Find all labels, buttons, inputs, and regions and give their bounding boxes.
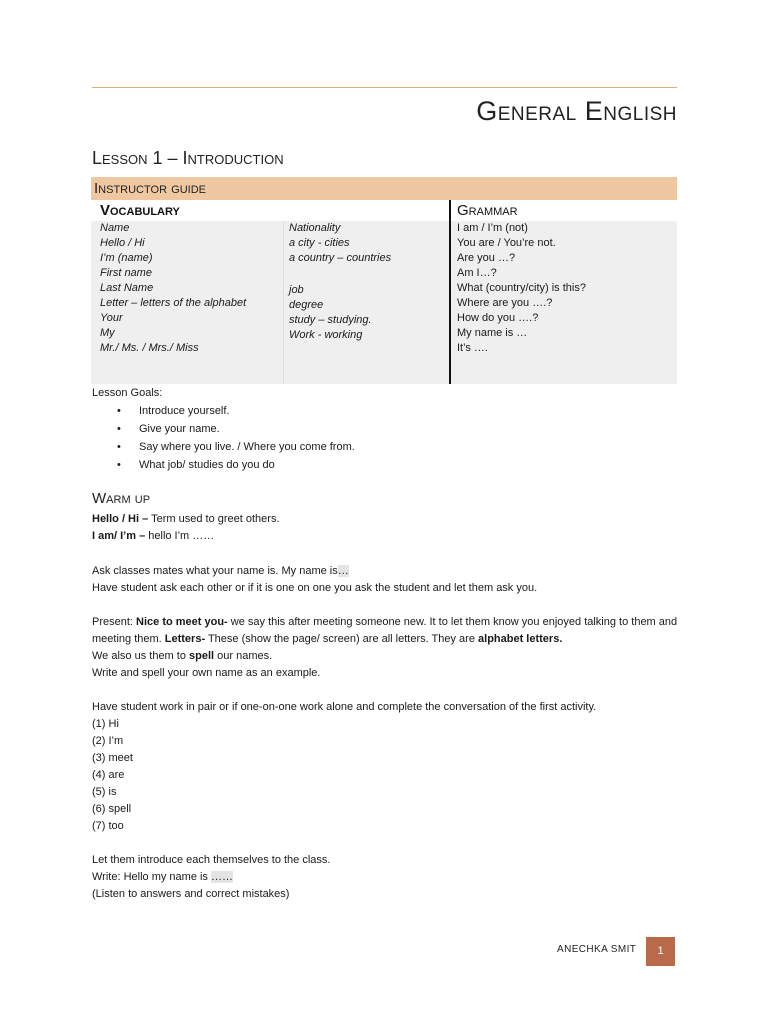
lesson-goals: [92, 384, 355, 474]
grammar-item: It’s ….: [457, 342, 488, 354]
vocabulary-heading: Vocabulary: [100, 202, 180, 219]
grammar-item: Are you …?: [457, 252, 516, 264]
page-number: 1: [646, 937, 675, 966]
grammar-item: Where are you ….?: [457, 297, 553, 309]
spell-text-2: our names.: [214, 650, 273, 662]
write-text: Write: Hello my name is: [92, 871, 211, 883]
hello-term: Hello / Hi –: [92, 513, 149, 525]
footer-author: ANECHKA SMIT: [557, 944, 637, 955]
vocabulary-grammar-table: [91, 200, 677, 384]
vocab-item: Your: [100, 312, 123, 324]
vocab-item: a country – countries: [289, 252, 392, 264]
iam-definition: [92, 528, 682, 545]
lesson-goal-text: Say where you live. / Where you come from.: [139, 441, 355, 453]
iam-term: I am/ I’m –: [92, 530, 146, 542]
document-title: General English: [476, 96, 677, 126]
vocab-item: a city - cities: [289, 237, 350, 249]
ask-text: Ask classes mates what your name is. My name is: [92, 565, 338, 577]
grammar-item: I am / I’m (not): [457, 222, 528, 234]
vocab-item: Name: [100, 222, 130, 234]
bullet-icon: •: [117, 405, 121, 417]
answer-item: (6) spell: [92, 803, 132, 815]
spell-term: spell: [189, 650, 215, 662]
lesson-goal-item: [92, 402, 355, 420]
bullet-icon: •: [117, 423, 121, 435]
vocab-item: Last Name: [100, 282, 154, 294]
write-spell-line: Write and spell your own name as an example.: [92, 667, 321, 679]
pair-work-line: Have student work in pair or if one-on-one work alone and complete the conversation of the first activity.: [92, 701, 597, 713]
present-label: Present:: [92, 616, 137, 628]
introduce-line: Let them introduce each themselves to the class.: [92, 854, 331, 866]
answer-item: (3) meet: [92, 752, 133, 764]
letters-term: Letters-: [164, 633, 206, 645]
lesson-goal-text: What job/ studies do you do: [139, 459, 275, 471]
vocab-item: Letter – letters of the alphabet: [100, 297, 247, 309]
lesson-goal-item: [92, 438, 355, 456]
lesson-goal-item: [92, 456, 355, 474]
vocab-item: job: [289, 283, 304, 296]
hello-definition: [92, 511, 682, 528]
answer-list: [92, 716, 682, 835]
vocab-item: I’m (name): [100, 252, 153, 264]
grammar-item: You are / You’re not.: [457, 237, 556, 249]
bullet-icon: •: [117, 459, 121, 471]
listen-line: (Listen to answers and correct mistakes): [92, 888, 290, 900]
ask-instruction: [92, 563, 682, 580]
vocab-item: Mr./ Ms. / Mrs./ Miss: [100, 342, 199, 354]
grammar-item: My name is …: [457, 327, 528, 339]
vocab-item: [289, 266, 449, 283]
vocab-item: First name: [100, 267, 152, 279]
bullet-icon: •: [117, 441, 121, 453]
spell-text-1: We also us them to: [92, 650, 190, 662]
spell-line: [92, 648, 682, 665]
header-rule: [92, 87, 677, 88]
lesson-goals-label: Lesson Goals:: [92, 387, 163, 399]
iam-description: hello I’m ……: [145, 530, 215, 542]
grammar-item: What (country/city) is this?: [457, 282, 586, 294]
answer-item: (1) Hi: [92, 718, 119, 730]
nice-to-meet-you-term: Nice to meet you-: [136, 616, 228, 628]
vocab-item: My: [100, 327, 115, 339]
vocab-item: study – studying.: [289, 313, 372, 326]
present-text-2: These (show the page/ screen) are all letters. They are: [205, 633, 479, 645]
write-blank: ……: [211, 871, 233, 883]
vocab-item: Hello / Hi: [100, 237, 145, 249]
answer-item: (4) are: [92, 769, 125, 781]
vocab-list-2: [289, 221, 449, 343]
warm-up-heading: Warm up: [92, 490, 151, 507]
grammar-item: Am I…?: [457, 267, 497, 279]
vocab-column-2: [284, 221, 449, 384]
grammar-heading: Grammar: [457, 202, 518, 219]
instructor-guide-bar: Instructor guide: [91, 177, 677, 200]
vocab-column-1: [91, 221, 283, 384]
present-text-1: we say this after meeting someone new. It to let them know you enjoyed talking to them and meeting them.: [92, 616, 678, 645]
vocab-item: Nationality: [289, 222, 341, 234]
vocab-item: degree: [289, 298, 324, 311]
lesson-title: Lesson 1 – Introduction: [92, 148, 284, 168]
write-line: [92, 869, 682, 886]
grammar-column: [451, 221, 677, 384]
present-paragraph: [92, 614, 682, 648]
vocab-list-1: [100, 221, 283, 356]
vocab-item: Work - working: [289, 328, 363, 341]
answer-item: (7) too: [92, 820, 124, 832]
ask-instruction-2: Have student ask each other or if it is one on one you ask the student and let them ask you.: [92, 582, 538, 594]
answer-item: (2) I’m: [92, 735, 124, 747]
ask-blank: …: [337, 565, 349, 577]
alphabet-letters-term: alphabet letters.: [478, 633, 563, 645]
lesson-goal-item: [92, 420, 355, 438]
answer-item: (5) is: [92, 786, 117, 798]
hello-description: Term used to greet others.: [148, 513, 280, 525]
grammar-list: [457, 221, 677, 356]
lesson-goals-list: [92, 402, 355, 474]
grammar-item: How do you ….?: [457, 312, 539, 324]
lesson-goal-text: Give your name.: [139, 423, 220, 435]
lesson-goal-text: Introduce yourself.: [139, 405, 230, 417]
